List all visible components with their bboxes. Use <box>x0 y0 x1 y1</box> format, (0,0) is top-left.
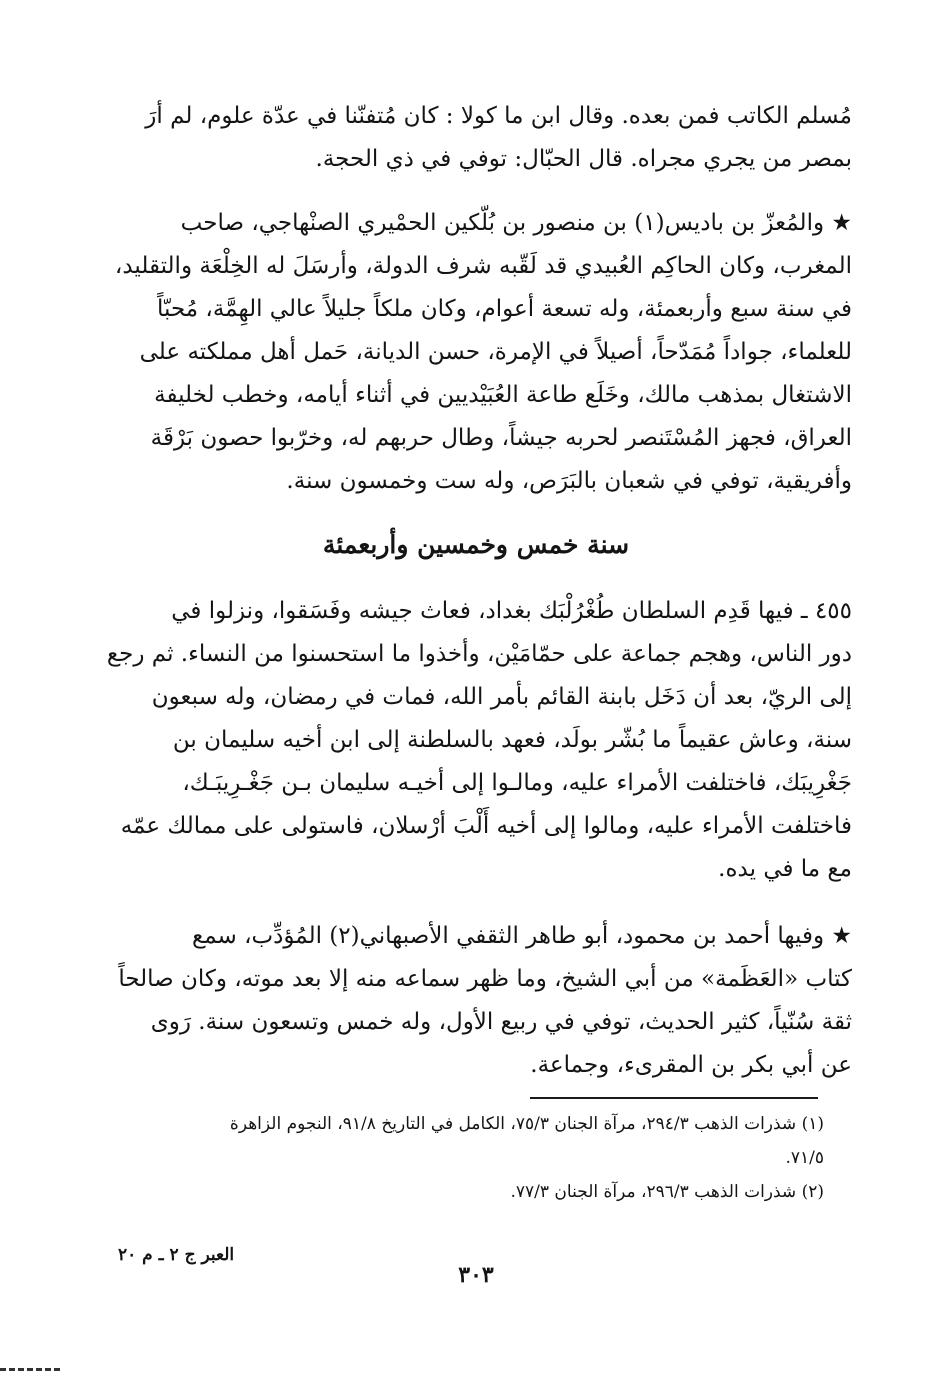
text-line: إلى الريّ، بعد أن دَخَل بابنة القائم بأمر الله، فمات في رمضان، وله سبعون <box>151 684 852 710</box>
paragraph-intro <box>107 95 852 181</box>
paragraph-ahmad-entry <box>107 915 852 1087</box>
text-line: جَغْرِيبَك، فاختلفت الأمراء عليه، ومالـوا إلى أخيـه سليمان بـن جَغْـرِيبَـك، <box>182 770 852 796</box>
text-line: في سنة سبع وأربعمئة، وله تسعة أعوام، وكان ملكاً جليلاً عالي الهِمَّة، مُحبّاً <box>157 296 852 322</box>
scan-edge-mark <box>0 1368 60 1371</box>
text-line: ٤٥٥ ـ فيها قَدِم السلطان طُغْرُلْبَك بغداد، فعاث جيشه وفَسَقوا، ونزلوا في <box>171 598 852 624</box>
text-line: مُسلم الكاتب فمن بعده. وقال ابن ما كولا : كان مُتفنّنا في عدّة علوم، لم أرَ <box>145 103 852 129</box>
text-line: دور الناس، وهجم جماعة على حمّامَيْن، وأخذوا ما استحسنوا من النساء. ثم رجع <box>107 641 852 667</box>
footnotes <box>124 1107 824 1209</box>
paragraph-muizz-entry <box>107 202 852 503</box>
footnote-line: (١) شذرات الذهب ٢٩٤/٣، مرآة الجنان ٧٥/٣، الكامل في التاريخ ٩١/٨، النجوم الزاهرة <box>229 1114 824 1134</box>
printer-signature: العبر ج ٢ ـ م ٢٠ <box>118 1245 235 1265</box>
page-number: ٣٠٣ <box>458 1262 494 1288</box>
text-line: المغرب، وكان الحاكِم العُبيدي قد لَقّبه شرف الدولة، وأرسَلَ له الخِلْعَة والتقليد، <box>114 253 852 279</box>
footnote-divider <box>530 1097 818 1099</box>
footnote-line: (٢) شذرات الذهب ٢٩٦/٣، مرآة الجنان ٧٧/٣. <box>510 1182 824 1202</box>
text-line: مع ما في يده. <box>718 856 852 882</box>
text-line: بمصر من يجري مجراه. قال الحبّال: توفي في ذي الحجة. <box>315 146 852 172</box>
text-line: كتاب «العَظَمة» من أبي الشيخ، وما ظهر سماعه منه إلا بعد موته، وكان صالحاً <box>118 966 852 992</box>
text-line: ★ وفيها أحمد بن محمود، أبو طاهر الثقفي الأصبهاني(٢) المُؤدِّب، سمع <box>191 923 852 949</box>
paragraph-year-455 <box>107 590 852 891</box>
text-line: عن أبي بكر بن المقرىء، وجماعة. <box>530 1052 852 1078</box>
text-line: ثقة سُنّياً، كثير الحديث، توفي في ربيع الأول، وله خمس وتسعون سنة. رَوى <box>150 1009 852 1035</box>
footnote-line: ٧١/٥. <box>785 1148 824 1168</box>
text-line: سنة، وعاش عقيماً ما بُشّر بولَد، فعهد بالسلطنة إلى ابن أخيه سليمان بن <box>172 727 852 753</box>
text-line: ★ والمُعزّ بن باديس(١) بن منصور بن بُلّكين الحمْيري الصنْهاجي، صاحب <box>180 210 852 236</box>
text-line: الاشتغال بمذهب مالك، وخَلَع طاعة العُبَيْديين في أثناء أيامه، وخطب لخليفة <box>154 382 852 408</box>
text-line: فاختلفت الأمراء عليه، ومالوا إلى أخيه أَلْبَ أرْسلان، فاستولى على ممالك عمّه <box>120 813 852 839</box>
text-line: وأفريقية، توفي في شعبان بالبَرَص، وله ست وخمسون سنة. <box>286 468 852 494</box>
text-line: العراق، فجهز المُسْتَنصر لحربه جيشاً، وطال حربهم له، وخرّبوا حصون بَرْقَة <box>150 425 852 451</box>
section-heading: سنة خمس وخمسين وأربعمئة <box>322 530 630 559</box>
text-line: للعلماء، جواداً مُمَدّحاً، أصيلاً في الإمرة، حسن الديانة، حَمل أهل مملكته على <box>139 339 852 365</box>
